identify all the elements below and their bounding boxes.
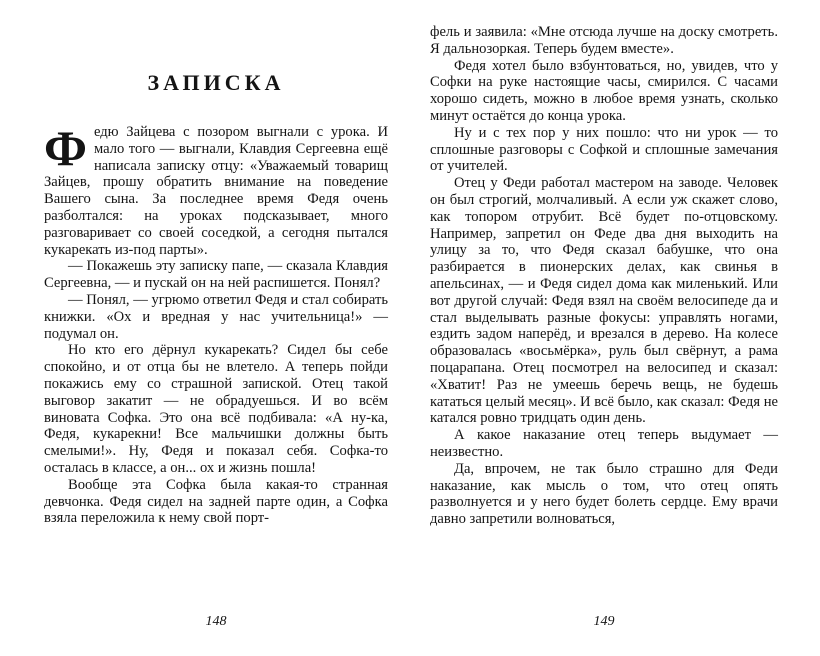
right-page (430, 0, 778, 656)
paragraph: Но кто его дёрнул кукарекать? Сидел бы себе спокойно, и от отца бы не влетело. А теперь пойди покажись ему со страшной запиской. Отец такой выговор закатит — не обрадуешься. И во всём виновата Софка. Это она всё подбивала: «А ну-ка, Федя, кукарекни! Все мальчишки должны быть смелыми!». Ну, Федя и показал себя. Софка-то осталась в классе, а он... ох и жизнь пошла! (44, 342, 388, 476)
paragraph: фель и заявила: «Мне отсюда лучше на доску смотреть. Я дальнозоркая. Теперь будем вместе». (430, 24, 778, 57)
left-page (44, 0, 388, 656)
paragraph (44, 120, 388, 258)
story-title: ЗАПИСКА (147, 70, 285, 95)
paragraph: — Покажешь эту записку папе, — сказала Клавдия Сергеевна, — и пускай он на ней распишется. Понял? (44, 258, 388, 292)
paragraph: — Понял, — угрюмо ответил Федя и стал собирать книжки. «Ох и вредная у нас учительница!» — подумал он. (44, 291, 388, 342)
paragraph: Ну и с тех пор у них пошло: что ни урок — то сплошные разговоры с Софкой и сплошные замечания от учителей. (430, 124, 778, 175)
drop-cap: Ф (44, 120, 87, 176)
paragraph-text: едю Зайцева с позором выгнали с урока. И мало того — выгнали, Клавдия Сергеевна ещё написала записку отцу: «Уважаемый товарищ Зайцев, прошу обратить внимание на поведение Вашего сына. За последнее время Федя очень разболтался: на уроках подсказывает, много разговаривает со своей соседкой, а сегодня пытался кукарекать из-под парты». (44, 124, 388, 258)
paragraph: Федя хотел было взбунтоваться, но, увидев, что у Софки на руке настоящие часы, смирился. С часами хорошо сидеть, можно в любое время узнать, сколько минут остаётся до конца урока. (430, 57, 778, 124)
page-number-left: 148 (205, 614, 227, 629)
paragraph: Да, впрочем, не так было страшно для Феди наказание, как мысль о том, что отец опять разволнуется и у него будет болеть сердце. Ему врачи давно запретили волноваться, (430, 460, 778, 528)
paragraph: Отец у Феди работал мастером на заводе. Человек он был строгий, молчаливый. А если уж скажет слово, как топором отрубит. Всё будет по-отцовскому. Например, запретил он Феде два дня выходить на улицу за то, что Федя сказал бабушке, что она разбирается в пионерских делах, как свинья в апельсинах, — и Федя сидел дома как миленький. Или вот другой случай: Федя взял на своём велосипеде да и стал выделывать разные фокусы: управлять ногами, ездить задом наперёд, и врезался в дерево. На колесе образовалась «восьмёрка», руль был свёрнут, а рама поцарапана. Отец посмотрел на велосипед и сказал: «Хватит! Раз не умеешь беречь вещь, не будешь кататься целый месяц». И всё было, как сказал: Федя не катался ровно тридцать один день. (430, 175, 778, 427)
page-number-right: 149 (593, 614, 615, 629)
paragraph: Вообще эта Софка была какая-то странная девчонка. Федя сидел на задней парте один, а Софка взяла переложила к нему свой порт- (44, 476, 388, 527)
paragraph: А какое наказание отец теперь выдумает — неизвестно. (430, 427, 778, 460)
